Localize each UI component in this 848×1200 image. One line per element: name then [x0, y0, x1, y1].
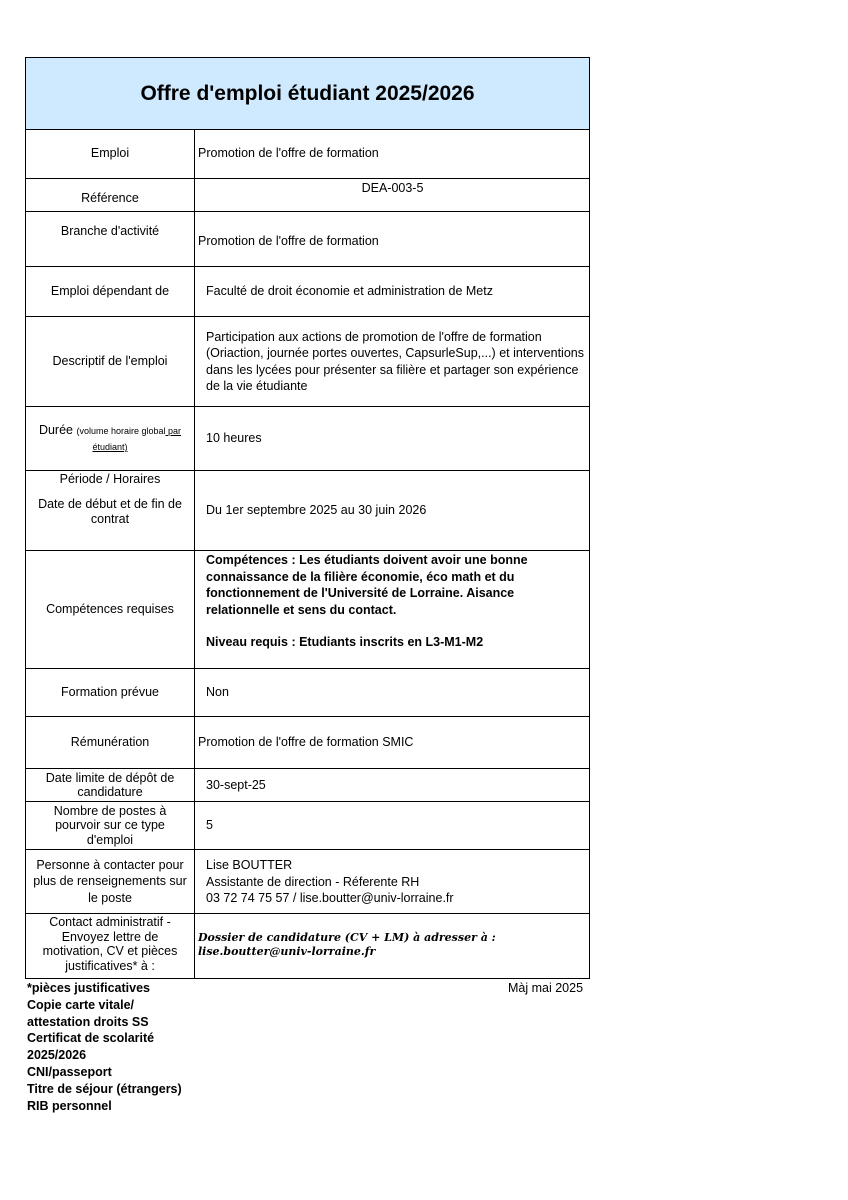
- contact-name: Lise BOUTTER: [206, 858, 293, 872]
- label-emploi: Emploi: [26, 129, 195, 178]
- piece-item: RIB personnel: [27, 1098, 112, 1113]
- value-periode: Du 1er septembre 2025 au 30 juin 2026: [206, 503, 427, 518]
- label-branche: Branche d'activité: [26, 212, 195, 266]
- label-descriptif: Descriptif de l'emploi: [26, 317, 195, 406]
- label-periode: [26, 471, 195, 550]
- piece-item: CNI/passeport: [27, 1064, 112, 1079]
- value-postes: 5: [206, 818, 213, 833]
- piece-item: Titre de séjour (étrangers): [27, 1081, 182, 1096]
- value-emploi: Promotion de l'offre de formation: [198, 146, 379, 161]
- label-remuneration: Rémunération: [26, 717, 195, 768]
- value-dependant: Faculté de droit économie et administration de Metz: [206, 284, 493, 299]
- dossier-email: lise.boutter@univ-lorraine.fr: [198, 945, 376, 958]
- row-descriptif: [25, 317, 590, 407]
- row-branche: [25, 212, 590, 267]
- value-reference: DEA-003-5: [361, 181, 424, 195]
- row-date-limite: [25, 769, 590, 802]
- value-niveau-requis: Niveau requis : Etudiants inscrits en L3-M1-M2: [206, 635, 484, 649]
- value-contact-personne: [196, 850, 589, 913]
- value-descriptif: Participation aux actions de promotion de l'offre de formation (Oriaction, journée portes ouvertes, CapsurleSup,...) et interventions dans les lycées pour présenter sa filière et partager son expérience de la vie étudiante: [206, 329, 584, 393]
- label-contact-personne: Personne à contacter pour plus de renseignements sur le poste: [26, 850, 195, 913]
- page-title: Offre d'emploi étudiant 2025/2026: [25, 57, 590, 130]
- row-reference: [25, 179, 590, 212]
- label-duree-note: (volume horaire global: [76, 426, 166, 436]
- value-competences-text: Compétences : Les étudiants doivent avoir une bonne connaissance de la filière économie, éco math et du fonctionnement de l'Université de Lorraine. Aisance relationnelle et sens du contact.: [206, 553, 528, 617]
- label-postes: Nombre de postes à pourvoir sur ce type d'emploi: [26, 802, 195, 849]
- label-periode-b: Date de début et de fin de contrat: [38, 497, 182, 526]
- value-remuneration: Promotion de l'offre de formation SMIC: [198, 735, 414, 750]
- label-contact-admin: Contact administratif - Envoyez lettre de motivation, CV et pièces justificatives* à :: [26, 914, 195, 978]
- value-contact-admin: [196, 914, 589, 978]
- piece-item: *pièces justificatives: [27, 981, 150, 995]
- value-competences: [196, 551, 589, 668]
- row-remuneration: [25, 717, 590, 769]
- label-duree-main: Durée: [38, 423, 73, 437]
- label-periode-a: Période / Horaires: [59, 472, 161, 486]
- value-date-limite: 30-sept-25: [206, 777, 266, 792]
- label-competences: Compétences requises: [26, 551, 195, 668]
- update-date: Màj mai 2025: [508, 981, 584, 995]
- label-duree-note-c: étudiant): [92, 442, 128, 452]
- label-duree-note-b: par: [168, 426, 182, 436]
- row-contact-admin: [25, 914, 590, 979]
- value-formation: Non: [206, 685, 229, 700]
- contact-role: Assistante de direction - Réferente RH: [206, 874, 420, 889]
- piece-item: Copie carte vitale/ attestation droits SS: [27, 997, 149, 1029]
- dossier-candidature-text: Dossier de candidature (CV + LM) à adresser à :: [198, 931, 496, 944]
- label-duree: [26, 407, 195, 470]
- label-formation: Formation prévue: [26, 669, 195, 716]
- label-date-limite: Date limite de dépôt de candidature: [26, 769, 195, 801]
- row-contact-personne: [25, 850, 590, 914]
- row-dependant: [25, 267, 590, 317]
- pieces-justificatives-list: [27, 980, 187, 1114]
- row-postes: [25, 802, 590, 850]
- piece-item: Certificat de scolarité 2025/2026: [27, 1031, 155, 1063]
- value-branche: Promotion de l'offre de formation: [198, 233, 379, 248]
- row-competences: [25, 551, 590, 669]
- row-formation: [25, 669, 590, 717]
- label-dependant: Emploi dépendant de: [26, 267, 195, 316]
- contact-phone-email: 03 72 74 75 57 / lise.boutter@univ-lorraine.fr: [206, 891, 454, 905]
- row-periode: [25, 471, 590, 551]
- row-emploi: [25, 129, 590, 179]
- label-reference: Référence: [26, 179, 195, 211]
- row-duree: [25, 407, 590, 471]
- value-duree: 10 heures: [206, 431, 262, 446]
